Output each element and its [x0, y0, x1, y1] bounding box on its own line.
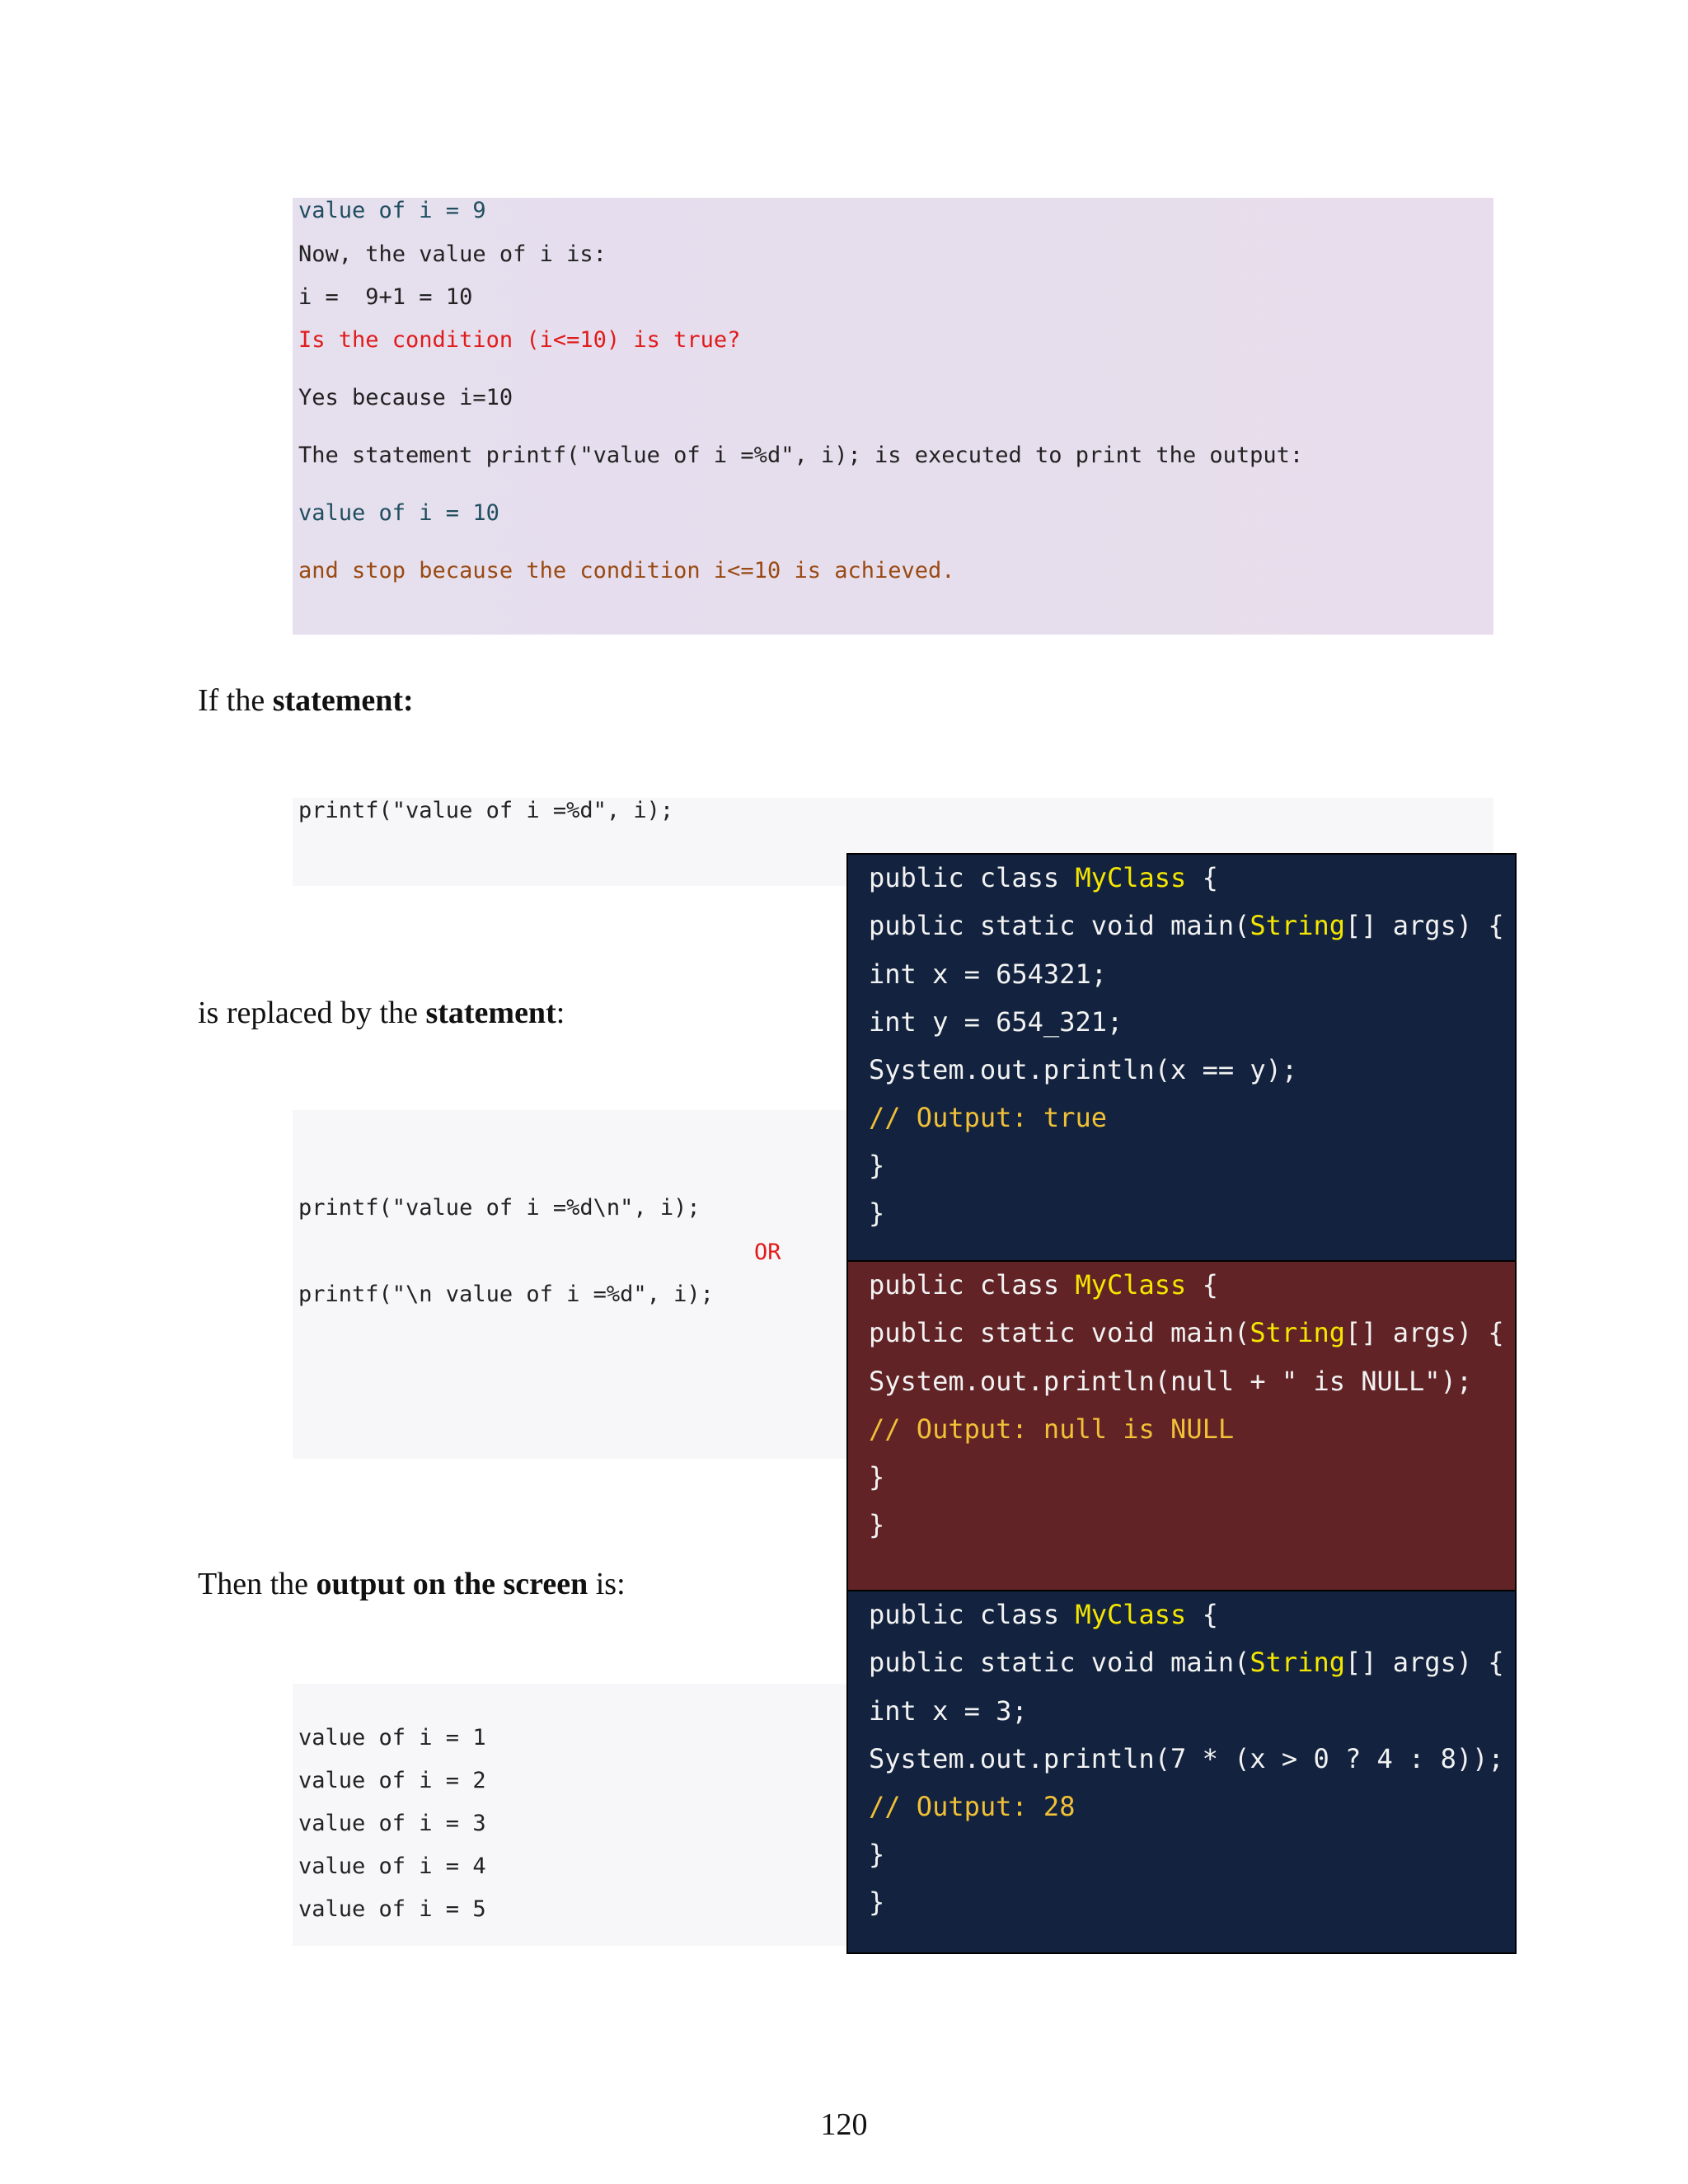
code-panel-null-concat — [846, 1260, 1517, 1591]
code-line: int x = 3; — [869, 1695, 1028, 1727]
code-line: } — [869, 1509, 885, 1540]
code-line: public class MyClass { — [869, 1599, 1218, 1630]
code-line: System.out.println(7 * (x > 0 ? 4 : 8)); — [869, 1743, 1504, 1774]
code-comment: // Output: 28 — [869, 1791, 1076, 1822]
trace-line: and stop because the condition i<=10 is achieved. — [298, 558, 955, 583]
code-line: public static void main(String[] args) { — [869, 1317, 1504, 1348]
code-line: printf("value of i =%d", i); — [298, 798, 674, 823]
code-line: } — [869, 1886, 885, 1918]
code-line: printf("\n value of i =%d", i); — [298, 1282, 714, 1307]
or-label: OR — [754, 1240, 781, 1265]
code-line: public class MyClass { — [869, 1269, 1218, 1301]
output-line: value of i = 2 — [298, 1768, 486, 1793]
code-comment: // Output: null is NULL — [869, 1413, 1235, 1445]
code-panel-ternary — [846, 1590, 1517, 1954]
trace-line: Now, the value of i is: — [298, 241, 607, 267]
code-line: } — [869, 1461, 885, 1493]
code-line: } — [869, 1197, 885, 1229]
code-line: } — [869, 1839, 885, 1870]
code-comment: // Output: true — [869, 1102, 1107, 1133]
code-line: public class MyClass { — [869, 862, 1218, 893]
code-line: int x = 654321; — [869, 958, 1107, 990]
code-line: System.out.println(x == y); — [869, 1054, 1298, 1085]
trace-line: value of i = 9 — [298, 198, 486, 223]
trace-line: Is the condition (i<=10) is true? — [298, 327, 741, 353]
page-number: 120 — [820, 2107, 868, 2142]
output-line: value of i = 1 — [298, 1725, 486, 1750]
code-line: public static void main(String[] args) { — [869, 910, 1504, 941]
paragraph-if-statement: If the statement: — [198, 683, 414, 718]
output-line: value of i = 4 — [298, 1854, 486, 1879]
trace-output-box — [293, 198, 1493, 635]
trace-line: value of i = 10 — [298, 500, 499, 526]
trace-line: i = 9+1 = 10 — [298, 284, 473, 310]
code-line: int y = 654_321; — [869, 1006, 1123, 1038]
code-panel-equality — [846, 853, 1517, 1262]
code-line: } — [869, 1150, 885, 1181]
trace-line: The statement printf("value of i =%d", i); is executed to print the output: — [298, 443, 1304, 468]
paragraph-replaced-by: is replaced by the statement: — [198, 996, 565, 1030]
code-line: printf("value of i =%d\n", i); — [298, 1195, 701, 1221]
output-line: value of i = 5 — [298, 1896, 486, 1922]
output-line: value of i = 3 — [298, 1811, 486, 1836]
paragraph-output: Then the output on the screen is: — [198, 1567, 626, 1601]
code-line: System.out.println(null + " is NULL"); — [869, 1366, 1473, 1397]
trace-line: Yes because i=10 — [298, 385, 513, 410]
code-line: public static void main(String[] args) { — [869, 1647, 1504, 1678]
